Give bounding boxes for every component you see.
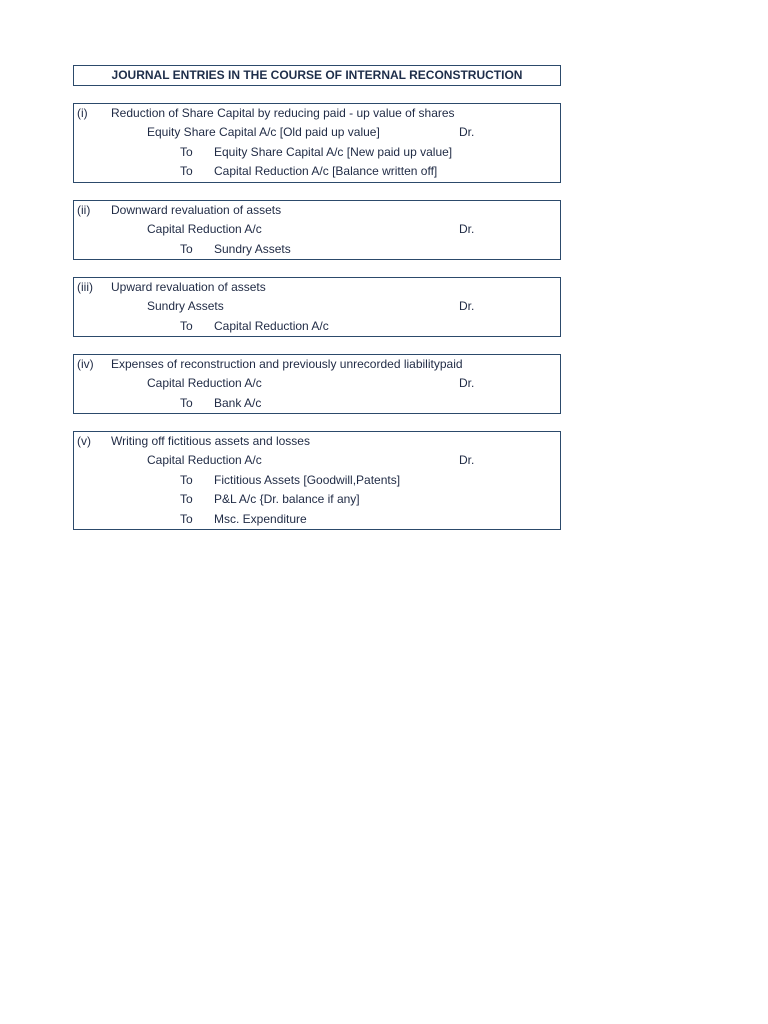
credit-row <box>74 394 560 413</box>
dr-marker: Dr. <box>459 125 475 140</box>
credit-account: Capital Reduction A/c [Balance written off] <box>214 164 438 179</box>
dr-marker: Dr. <box>459 299 475 314</box>
credit-account: Sundry Assets <box>214 241 291 256</box>
dr-marker: Dr. <box>459 453 475 468</box>
page-title: JOURNAL ENTRIES IN THE COURSE OF INTERNAL RECONSTRUCTION <box>73 65 561 86</box>
to-marker: To <box>180 318 193 333</box>
to-marker: To <box>180 395 193 410</box>
entry-number: (ii) <box>77 203 91 217</box>
debit-row <box>74 451 560 470</box>
entry-heading: Upward revaluation of assets <box>111 280 266 294</box>
credit-row <box>74 490 560 509</box>
to-marker: To <box>180 241 193 256</box>
debit-account: Capital Reduction A/c <box>147 453 262 468</box>
entry-heading: Downward revaluation of assets <box>111 203 282 217</box>
entry-heading: Reduction of Share Capital by reducing paid - up value of shares <box>111 106 455 120</box>
entry-number: (i) <box>77 106 88 120</box>
credit-account: Bank A/c <box>214 395 262 410</box>
entry-heading-row <box>74 355 560 374</box>
entry-number: (v) <box>77 434 91 448</box>
credit-account: P&L A/c {Dr. balance if any] <box>214 492 360 507</box>
debit-row <box>74 374 560 393</box>
journal-entry-2 <box>73 200 561 260</box>
credit-row <box>74 317 560 336</box>
entry-number: (iii) <box>77 280 93 294</box>
debit-account: Sundry Assets <box>147 299 224 314</box>
credit-row <box>74 143 560 162</box>
to-marker: To <box>180 492 193 507</box>
debit-row <box>74 123 560 142</box>
debit-row <box>74 297 560 316</box>
journal-entry-3 <box>73 277 561 337</box>
dr-marker: Dr. <box>459 376 475 391</box>
credit-account: Fictitious Assets [Goodwill,Patents] <box>214 472 401 487</box>
journal-entry-1 <box>73 103 561 183</box>
to-marker: To <box>180 164 193 179</box>
credit-account: Equity Share Capital A/c [New paid up value] <box>214 144 453 159</box>
debit-account: Capital Reduction A/c <box>147 222 262 237</box>
journal-entry-4 <box>73 354 561 414</box>
journal-entry-5 <box>73 431 561 530</box>
entry-heading-row <box>74 201 560 220</box>
debit-account: Capital Reduction A/c <box>147 376 262 391</box>
to-marker: To <box>180 511 193 526</box>
credit-row <box>74 162 560 181</box>
credit-account: Msc. Expenditure <box>214 511 307 526</box>
entry-heading-row <box>74 432 560 451</box>
entry-number: (iv) <box>77 357 94 371</box>
debit-account: Equity Share Capital A/c [Old paid up value] <box>147 125 380 140</box>
entry-heading-row <box>74 104 560 123</box>
entry-heading-row <box>74 278 560 297</box>
credit-row <box>74 471 560 490</box>
entry-heading: Expenses of reconstruction and previously unrecorded liabilitypaid <box>111 357 463 371</box>
credit-row <box>74 240 560 259</box>
credit-row <box>74 510 560 529</box>
entry-heading: Writing off fictitious assets and losses <box>111 434 310 448</box>
credit-account: Capital Reduction A/c <box>214 318 329 333</box>
dr-marker: Dr. <box>459 222 475 237</box>
to-marker: To <box>180 472 193 487</box>
to-marker: To <box>180 144 193 159</box>
debit-row <box>74 220 560 239</box>
